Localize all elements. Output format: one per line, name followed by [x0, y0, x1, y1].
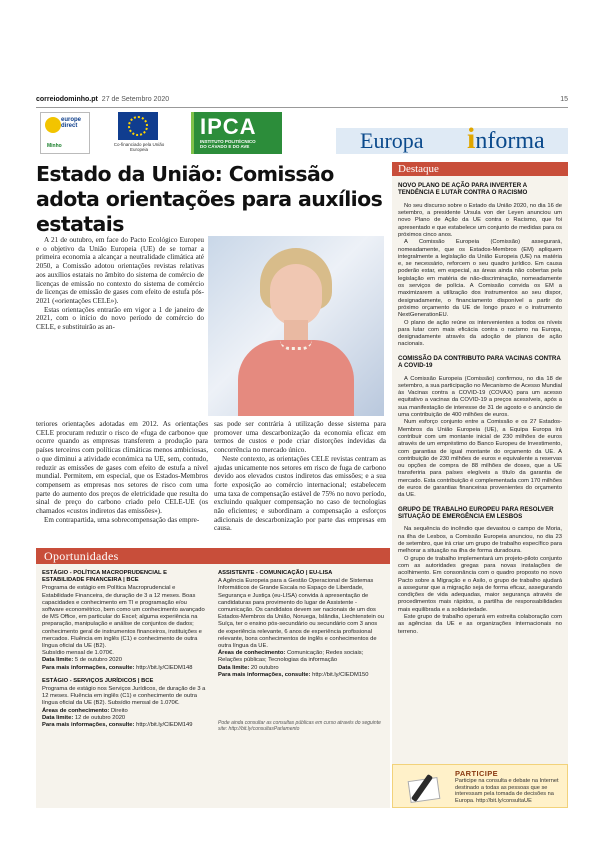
- info-label: Para mais informações, consulte:: [42, 664, 135, 671]
- opportunity-subsidy: Subsídio mensal de 1.070€.: [42, 650, 114, 657]
- deadline-label: Data limite:: [218, 664, 250, 671]
- banner-initial: i: [467, 122, 476, 155]
- destaque-paragraph: Num esforço conjunto entre a Comissão e os 27 Estados-Membros da União Europeia (UE), a Equipa Europa irá contribuir com um montante inicial de 230 milhões de euros através de um empréstimo do Banco Europeu de Investimento, com garantias de igual montante do orçamento da UE. A contribuição de 230 milhões de euros e equivalente a reservas ou opções de compra de 88 milhões de doses, que a UE transferiria para países elegíveis a título da garantia de mercado. Esta contribuição é complementada com 170 milhões de euros de garantias financeiras provenientes do orçamento da UE.: [398, 419, 562, 499]
- eu-flag-icon: [118, 112, 158, 140]
- destaque-sidebar: [392, 176, 568, 764]
- destaque-heading: NOVO PLANO DE AÇÃO PARA INVERTER A TENDÊNCIA E LUTAR CONTRA O RACISMO: [398, 182, 528, 197]
- ipca-emblem-icon: [184, 112, 194, 154]
- opportunity-link[interactable]: http://bit.ly/CIEDM150: [312, 671, 369, 678]
- oportunidades-left-column: [42, 570, 208, 735]
- consultation-note: Pode ainda consultar as consultas públicas em curso através do seguinte site: http://bit.ly/consultasParlamento: [218, 720, 381, 732]
- article-paragraph: sas pode ser contrária à utilização desse sistema para promover uma descarbonização da economia eficaz em termos de custos e pode criar distorções indevidas da concorrência no mercado único.: [214, 420, 386, 455]
- destaque-paragraph: A Comissão Europeia (Comissão) assegurará, nomeadamente, que os Estados-Membros (EM) apliquem integralmente a legislação da União Europeia (UE) na matéria e, se necessário, reforcem o seu quadro jurídico. Em causa poderão estar, em especial, as áreas ainda não cobertas pela legislação em matéria de não-discriminação, nomeadamente os serviços de polícia. A Comissão convida os EM a maximizarem a utilização dos instrumentos ao seu dispor, designadamente, o financiamento disponível a partir do próximo orçamento da UE de longo prazo e o instrumento NextGenerationEU.: [398, 239, 562, 319]
- europe-direct-line2: direct: [61, 123, 78, 129]
- destaque-text: [398, 526, 562, 635]
- banner-word-rest: nforma: [475, 128, 545, 154]
- ipca-name: IPCA: [200, 114, 257, 139]
- opportunity-item: [42, 678, 208, 729]
- areas-value: Comunicação; Redes sociais; Relações públicas; Tecnologias da informação: [218, 650, 364, 664]
- article-paragraph: A 21 de outubro, em face do Pacto Ecológico Europeu e o objetivo da União Europeia (UE) de se tornar a primeira economia a alcançar a neutralidade climática até 2050, a Comissão adotou orientações revistas relativas aos auxílios estatais no âmbito do sistema de comércio de licenças de emissão no contexto do sistema de comércio de licenças de emissão de gases com efeito de estufa pós-2021 («orientações CELE»).: [36, 236, 204, 305]
- article-paragraph: Estas orientações entrarão em vigor a 1 de janeiro de 2021, com o início do novo período de comércio do CELE, e substituirão as an-: [36, 305, 204, 332]
- destaque-text: [398, 203, 562, 349]
- oportunidades-section: [36, 564, 390, 808]
- destaque-heading: COMISSÃO DA CONTRIBUTO PARA VACINAS CONTRA A COVID-19: [398, 354, 561, 370]
- page-header: [36, 96, 568, 108]
- europe-direct-region: Minho: [47, 143, 62, 149]
- article-photo: [208, 236, 384, 416]
- areas-label: Áreas de conhecimento:: [218, 650, 286, 657]
- article-column-2: [214, 420, 386, 533]
- opportunity-body: Programa de estágio em Política Macroprudencial e Estabilidade Financeira, de duração de 3 a 12 meses. Boas capacidades e conhecimento em TI e programação e/ou software econométrico, bem como um conhecimento avançado de MS Office, em particular do Excel; alguma experiência na preparação, manipulação e análise de conjuntos de dados; conhecimento geral de instrumentos financeiros, instituições e mercados. Fluência em inglês (C1) e conhecimento de outra língua oficial da UE (B2).: [42, 585, 205, 650]
- opportunity-heading: ASSISTENTE - COMUNICAÇÃO | EU-LISA: [218, 570, 333, 576]
- destaque-paragraph: Na sequência do incêndio que devastou o campo de Moria, na ilha de Lesbos, a Comissão Europeia anunciou, no dia 23 de setembro, que irá criar um grupo de trabalho específico para melhorar a situação na ilha de forma duradoura.: [398, 526, 562, 555]
- deadline-value: 5 de outubro 2020: [74, 657, 122, 664]
- deadline-label: Data limite:: [42, 657, 74, 664]
- destaque-paragraph: O grupo de trabalho implementará um projeto-piloto conjunto com as autoridades gregas para novas instalações de acolhimento. Em consonância com o quadro proposto no novo Pacto sobre a Migração e o Asilo, o grupo de trabalho ajudará a assegurar que a migração seja de forma eficaz, assegurando condições de vida adequadas, maior segurança através de procedimentos mais rápidos, a partilha de responsabilidades mais equilibrada e a solidariedade.: [398, 555, 562, 613]
- banner-word-informa: [467, 122, 545, 156]
- opportunity-body: A Agência Europeia para a Gestão Operacional de Sistemas Informáticos de Grande Escala no Espaço de Liberdade, Segurança e Justiça (eu-LISA) convida à apresentação de candidaturas para provimento do lugar de Assistente - comunicação. Os candidatos devem ser nacionais de um dos Estados-Membros da União, Noruega, Islândia, Liechtenstein ou Suíça, ter o ensino pós-secundário ou secundário com 3 anos de experiência relevante, 6 anos de experiência profissional relevante, bons conhecimentos de inglês e conhecimentos de outra língua da UE.: [218, 578, 384, 650]
- deadline-value: 12 de outubro 2020: [74, 714, 126, 721]
- destaque-heading: GRUPO DE TRABALHO EUROPEU PARA RESOLVER SITUAÇÃO DE EMERGÊNCIA EM LESBOS: [398, 505, 554, 521]
- participe-text: Participe na consulta e debate na Internet destinado a todas as pessoas que se interessam pela tomada de decisões na Europa. http://bit.ly/consultaUE: [455, 778, 559, 804]
- europe-direct-logo: [40, 112, 90, 154]
- areas-label: Áreas de conhecimento:: [42, 707, 110, 714]
- destaque-text: [398, 376, 562, 500]
- participe-title: PARTICIPE: [455, 769, 499, 778]
- deadline-value: 20 outubro: [250, 664, 279, 671]
- opportunity-heading: ESTÁGIO - SERVIÇOS JURÍDICOS | BCE: [42, 677, 154, 684]
- opportunity-link[interactable]: http://bit.ly/CIEDM149: [136, 722, 193, 729]
- ipca-line1: INSTITUTO POLITÉCNICO: [200, 139, 256, 144]
- site-name: correiodominho.pt: [36, 96, 98, 103]
- destaque-paragraph: O plano de ação reúne os intervenientes a todos os níveis para lutar com mais eficácia contra o racismo na Europa, designadamente através da adoção de planos de ação nacionais.: [398, 319, 562, 348]
- issue-date: 27 de Setembro 2020: [101, 96, 170, 103]
- oportunidades-title: Oportunidades: [44, 549, 119, 563]
- article-paragraph: Neste contexto, as orientações CELE revistas centram as ajudas unicamente nos setores em risco de fuga de carbono devido aos elevados custos indiretos das emissões; e a sua forte exposição ao comércio internacional; estabelecem uma taxa de compensação estável de 75% no novo período, excluindo qualquer compensação no caso de tecnologias não eficientes; e subordinam a compensação a esforços adicionais de descarbonização por parte das empresas em causa.: [214, 454, 386, 533]
- destaque-header: [392, 162, 568, 176]
- europe-direct-emblem-icon: [45, 117, 61, 133]
- article-paragraph: Em contrapartida, uma sobrecompensação das empre-: [44, 515, 200, 524]
- eu-caption: Co-financiado pela União Europeia: [113, 142, 165, 152]
- europa-informa-banner: [336, 122, 568, 156]
- article-paragraph: teriores orientações adotadas em 2012. As orientações CELE procuram reduzir o risco de «fuga de carbono» que ocorre quando as empresas transferem a produção para países terceiros com políticas climáticas menos ambiciosas, o que diminui a atividade económica na UE, sem, contudo, reduzir as emissões de gases com efeito de estufa a nível mundial. Permitem, em especial, que os Estados-Membros compensem as empresas nos setores de risco com uma parte do aumento dos preços de eletricidade que resulta do sinal de preço do carbono criado pelo CELE-UE (os chamados «custos indiretos das emissões»).: [36, 420, 208, 516]
- article-column-1b: [36, 420, 208, 524]
- info-label: Para mais informações, consulte:: [218, 671, 311, 678]
- opportunity-link[interactable]: http://bit.ly/CIEDM148: [136, 664, 193, 671]
- article-headline: Estado da União: Comissão adota orientações para auxílios estatais: [36, 162, 383, 236]
- destaque-title: Destaque: [398, 163, 439, 175]
- opportunity-item: [218, 570, 384, 679]
- oportunidades-header: [36, 548, 390, 564]
- opportunity-heading: ESTÁGIO - POLÍTICA MACROPRUDENCIAL E ESTABILIDADE FINANCEIRA | BCE: [42, 570, 167, 584]
- pen-paper-icon: [401, 771, 447, 803]
- participe-box: [392, 764, 568, 808]
- banner-word-europa: Europa: [360, 128, 424, 153]
- opportunity-item: [42, 570, 208, 672]
- destaque-paragraph: A Comissão Europeia (Comissão) confirmou, no dia 18 de setembro, a sua participação no Mecanismo de Acesso Mundial às Vacinas contra a COVID-19 (COVAX) para um acesso equitativo a vacinas da COVID-19 a preços acessíveis, após a sua manifestação de interesse de 31 de agosto e o anúncio de uma contribuição de 400 milhões de euros.: [398, 375, 563, 419]
- info-label: Para mais informações, consulte:: [42, 722, 135, 729]
- ipca-line2: DO CÁVADO E DO AVE: [200, 144, 250, 149]
- destaque-paragraph: No seu discurso sobre o Estado da União 2020, no dia 16 de setembro, a presidente Ursula von der Leyen anunciou um novo Plano de Ação da UE contra o Racismo, que foi apresentado e que estabelece um conjunto de medidas para os próximos cinco anos.: [398, 202, 562, 238]
- page-number: 15: [560, 96, 568, 103]
- opportunity-body: Programa de estágio nos Serviços Jurídicos, de duração de 3 a 12 meses. Fluência em inglês (C1) e conhecimento de outra língua oficial da UE (B2). Subsídio mensal de 1.070€.: [42, 686, 206, 707]
- areas-value: Direito: [110, 707, 128, 714]
- destaque-paragraph: Este grupo de trabalho operará em estreita colaboração com as agências da UE e as organizações internacionais no terreno.: [398, 613, 562, 635]
- eu-flag-logo: [108, 112, 170, 154]
- partner-logos: [36, 112, 336, 156]
- oportunidades-right-column: [218, 570, 384, 685]
- europe-direct-line1: europe: [61, 117, 82, 123]
- deadline-label: Data limite:: [42, 714, 74, 721]
- ipca-logo: [184, 112, 282, 154]
- article-column-1a: [36, 236, 204, 332]
